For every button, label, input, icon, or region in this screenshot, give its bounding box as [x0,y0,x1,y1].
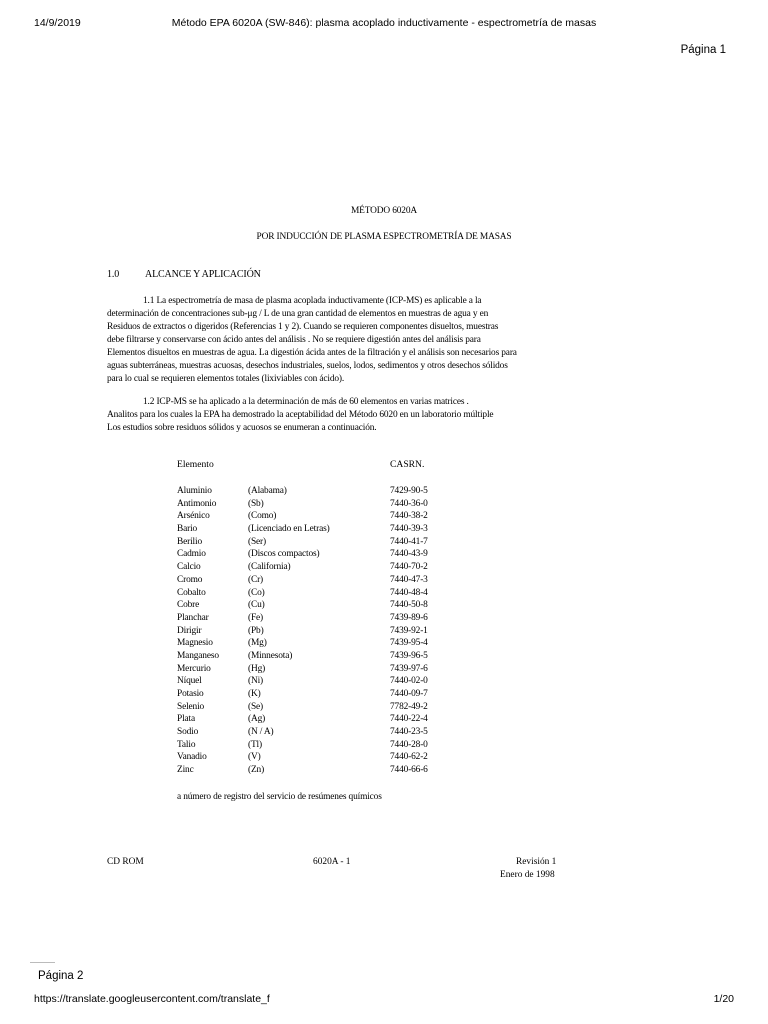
element-casrn: 7439-92-1 [390,625,428,636]
element-name: Potasio [177,689,204,699]
element-casrn: 7440-22-4 [390,714,428,725]
element-symbol: (Alabama) [248,486,287,496]
element-name: Planchar [177,612,209,623]
paragraph-line: aguas subterráneas, muestras acuosas, desechos industriales, suelos, lodos, sedimentos y otros desechos sólidos [107,361,508,371]
element-symbol: (Cr) [248,574,264,585]
element-name: Calcio [177,562,201,573]
section-number: 1.0 [107,269,120,280]
element-symbol: (V) [248,752,261,763]
footer-page-number: 6020A - 1 [313,857,351,867]
element-name: Antimonio [177,498,217,509]
element-name: Talio [177,739,196,750]
print-page-title: Método EPA 6020A (SW-846): plasma acoplado inductivamente - espectrometría de masas [171,17,597,29]
element-name: Mercurio [177,663,211,674]
element-casrn: 7782-49-2 [390,701,428,712]
element-casrn: 7429-90-5 [390,486,428,496]
paragraph-1-1 [107,295,517,386]
paragraph-line: Los estudios sobre residuos sólidos y acuosos se enumeran a continuación. [107,423,377,433]
element-name: Sodio [177,727,199,738]
element-symbol: (K) [248,689,261,699]
element-casrn: 7439-97-6 [390,663,428,674]
element-name: Níquel [177,676,202,687]
element-casrn: 7440-47-3 [390,574,428,585]
footer-date: Enero de 1998 [500,870,555,880]
element-symbol: (Ag) [248,714,266,725]
element-name: Cadmio [177,549,206,560]
element-name: Berilio [177,536,202,547]
element-name: Vanadio [177,752,207,763]
page-label-top: Página 1 [680,44,726,56]
element-casrn: 7440-48-4 [390,587,428,598]
table-footnote: a número de registro del servicio de resúmenes químicos [177,792,382,802]
element-casrn: 7440-23-5 [390,727,428,738]
document-title: MÉTODO 6020A [351,206,417,216]
paragraph-line: 1.1 La espectrometría de masa de plasma acoplada inductivamente (ICP-MS) es aplicable a la [143,296,482,306]
element-name: Cobalto [177,587,206,598]
element-symbol: (Mg) [248,638,267,649]
footer-cd-rom: CD ROM [107,857,144,867]
element-casrn: 7440-36-0 [390,498,428,509]
element-casrn: 7440-28-0 [390,739,428,750]
element-name: Magnesio [177,638,213,649]
element-casrn: 7440-66-6 [390,765,428,776]
element-symbol: (Zn) [248,765,265,776]
element-casrn: 7440-39-3 [390,524,428,535]
element-casrn: 7440-38-2 [390,511,428,522]
element-symbol: (Cu) [248,600,265,611]
element-symbol: (Co) [248,587,265,598]
element-name: Cobre [177,600,200,611]
paragraph-line: Elementos disueltos en muestras de agua. La digestión ácida antes de la filtración y el análisis son necesarios para [107,348,517,358]
page-separator [30,962,55,963]
element-name: Arsénico [177,511,210,522]
element-name: Dirigir [177,625,202,636]
element-name: Selenio [177,701,205,712]
paragraph-line: determinación de concentraciones sub-μg / L de una gran cantidad de elementos en muestras de agua y en [107,309,489,319]
element-casrn: 7440-09-7 [390,689,428,699]
table-header-casrn: CASRN. [390,459,425,470]
element-casrn: 7440-62-2 [390,752,428,763]
paragraph-line: 1.2 ICP-MS se ha aplicado a la determinación de más de 60 elementos en varias matrices . [143,397,469,407]
element-symbol: (California) [248,562,291,573]
element-casrn: 7440-70-2 [390,562,428,573]
element-name: Plata [177,714,195,725]
document-subtitle: POR INDUCCIÓN DE PLASMA ESPECTROMETRÍA DE MASAS [256,232,512,242]
section-title: ALCANCE Y APLICACIÓN [145,269,261,280]
element-name: Zinc [177,765,194,776]
element-casrn: 7440-02-0 [390,676,428,687]
element-symbol: (Discos compactos) [248,549,320,560]
print-page-count: 1/20 [713,993,734,1005]
element-symbol: (Minnesota) [248,650,293,661]
element-symbol: (Licenciado en Letras) [248,524,330,535]
element-symbol: (N / A) [248,727,274,738]
element-name: Bario [177,524,198,535]
table-header-element: Elemento [177,459,214,470]
element-symbol: (Como) [248,511,277,522]
element-symbol: (Se) [248,701,264,712]
element-casrn: 7440-41-7 [390,536,428,547]
print-url: https://translate.googleusercontent.com/translate_f [34,993,270,1005]
element-casrn: 7439-96-5 [390,650,428,661]
element-symbol: (Hg) [248,663,266,674]
footer-revision: Revisión 1 [516,857,557,867]
element-symbol: (Ser) [248,536,266,547]
element-casrn: 7440-43-9 [390,549,428,560]
element-symbol: (Tl) [248,739,262,750]
page-label-bottom: Página 2 [38,970,84,982]
paragraph-line: Analitos para los cuales la EPA ha demostrado la aceptabilidad del Método 6020 en un laboratorio múltiple [107,410,494,420]
element-name: Manganeso [177,650,219,661]
element-casrn: 7440-50-8 [390,600,428,611]
section-heading [107,268,261,281]
element-casrn: 7439-95-4 [390,638,428,649]
element-symbol: (Ni) [248,676,264,687]
element-name: Cromo [177,574,203,585]
element-name: Aluminio [177,486,212,496]
element-casrn: 7439-89-6 [390,612,428,623]
print-date: 14/9/2019 [34,17,81,29]
element-symbol: (Fe) [248,612,264,623]
paragraph-1-2 [107,396,493,435]
paragraph-line: debe filtrarse y conservarse con ácido antes del análisis . No se requiere digestión antes del análisis para [107,335,481,345]
element-symbol: (Sb) [248,498,264,509]
element-symbol: (Pb) [248,625,264,636]
paragraph-line: para lo cual se requieren elementos totales (lixiviables con ácido). [107,374,345,384]
paragraph-line: Residuos de extractos o digeridos (Referencias 1 y 2). Cuando se requieren componentes disueltos, muestras [107,322,499,332]
